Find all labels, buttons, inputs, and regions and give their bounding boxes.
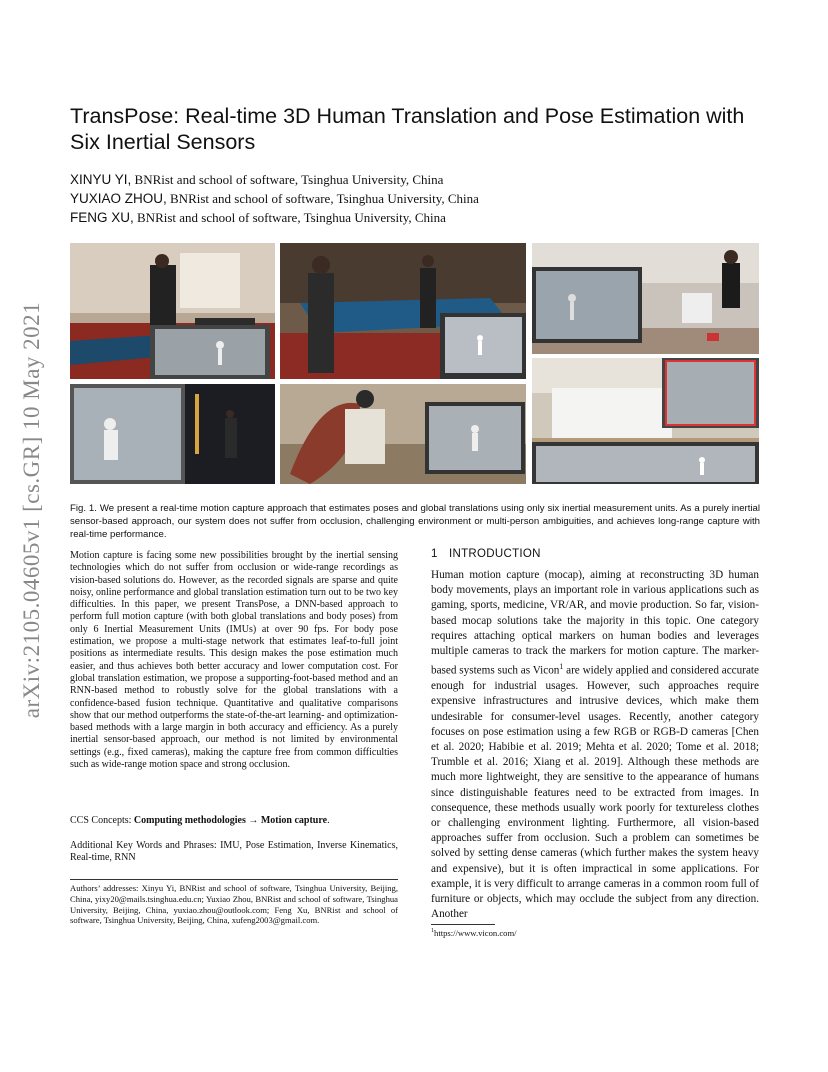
figure-photo-whiteboard-room	[532, 358, 759, 484]
ccs-label: CCS Concepts:	[70, 815, 134, 826]
ccs-value: Computing methodologies → Motion capture	[133, 815, 328, 826]
figure-photo-ping-pong-players	[280, 243, 526, 379]
author-affiliation: BNRist and school of software, Tsinghua University, China	[170, 191, 479, 206]
abstract: Motion capture is facing some new possibilities brought by the inertial sensing technologies which do not suffer from occlusion or wide-range recordings as vision-based solutions do. However, as the recorded signals are sparse and quite noisy, online performance and global translation estimation turn out to be two key difficulties. In this paper, we present TransPose, a DNN-based approach to perform full motion capture (with both global translations and body poses) from only 6 Inertial Measurement Units (IMUs) at over 90 fps. For body pose estimation, we propose a multi-stage network that estimates leaf-to-full joint positions as intermediate results. This design makes the pose estimation much easier, and thus achieves both better accuracy and lower computation cost. For global translation estimation, we propose a supporting-foot-based method and an RNN-based method to robustly solve for the global translations with a confidence-based fusion technique. Quantitative and qualitative comparisons show that our method outperforms the state-of-the-art learning- and optimization-based methods with a large margin in both accuracy and efficiency. As a purely inertial sensor-based approach, our method is not limited by environmental settings (e.g., fixed cameras), making the capture free from common difficulties such as wide-range motion space and strong occlusion.	[70, 550, 398, 771]
introduction-text	[431, 568, 759, 922]
intro-part-1: Human motion capture (mocap), aiming at reconstructing 3D human body movements, plays an important role in various applications such as gaming, sports, medicine, VR/AR, and movie production. So far, vision-based mocap solutions take the majority in this topic. One category requires attaching optical markers on human bodies and leverages multiple cameras to track the markers for motion capture. The marker-based systems such as Vicon	[431, 569, 759, 677]
author-line	[70, 210, 446, 226]
figure-caption: Fig. 1. We present a real-time motion capture approach that estimates poses and global translations using only six inertial measurement units. As a purely inertial sensor-based approach, our system does not suffer from occlusion, challenging environment or multi-person ambiguities, and achieves long-range capture with real-time performance.	[70, 503, 760, 540]
author-line	[70, 191, 479, 207]
footnote-marker: 1	[559, 662, 564, 672]
arxiv-identifier: arXiv:2105.04605v1 [cs.GR] 10 May 2021	[19, 301, 44, 719]
intro-part-2: are widely applied and considered accurate enough for industrial usages. However, such approaches require expensive infrastructures and intrusive devices, which make them undesirable for consumer-level usages. Recently, another category focuses on pose estimation using a few RGB or RGB-D cameras [Chen et al. 2020; Habibie et al. 2019; Mehta et al. 2020; Tome et al. 2018; Trumble et al. 2016; Xiang et al. 2019]. Although these methods are much more lightweight, they are sensitive to the appearance of humans since distinguishable features need to be extracted from images. In consequence, these methods usually work poorly for textureless clothes or challenging environment lighting. Furthermore, all vision-based approaches suffer from occlusion. Such a problem can sometimes be solved by setting dense cameras (which further makes the system heavy and expensive), but it is often impractical in some applications. For example, it is very difficult to arrange cameras in a common room full of furniture or objects, which may occlude the subject from any direction. Another	[431, 664, 759, 921]
author-name: FENG XU,	[70, 210, 134, 225]
figure-photo-table-tennis-room	[70, 243, 275, 379]
footnote-rule	[70, 879, 398, 880]
author-name: XINYU YI,	[70, 172, 132, 187]
section-number: 1	[431, 548, 438, 560]
figure-photo-chair-kick	[532, 243, 759, 354]
paper-title: TransPose: Real-time 3D Human Translation and Pose Estimation with Six Inertial Sensors	[70, 104, 745, 154]
figure-photo-umbrella-occlusion	[280, 384, 526, 484]
figure-photo-outdoor-night	[70, 384, 275, 484]
ccs-concepts	[70, 815, 398, 827]
ccs-end: .	[327, 815, 330, 826]
author-affiliation: BNRist and school of software, Tsinghua University, China	[134, 172, 444, 187]
footnote-mark: 1	[431, 928, 435, 935]
section-title: INTRODUCTION	[449, 548, 541, 560]
author-line	[70, 172, 443, 188]
section-heading	[431, 548, 541, 560]
keywords: Additional Key Words and Phrases: IMU, Pose Estimation, Inverse Kinematics, Real-time, RNN	[70, 840, 398, 864]
footnote-link[interactable]: https://www.vicon.com/	[434, 928, 517, 938]
footnote-rule-right	[431, 924, 495, 925]
footnote	[431, 928, 517, 938]
author-affiliation: BNRist and school of software, Tsinghua University, China	[137, 210, 446, 225]
author-addresses: Authors’ addresses: Xinyu Yi, BNRist and school of software, Tsinghua University, Beijing, China, yixy20@mails.tsinghua.edu.cn; Yuxiao Zhou, BNRist and school of software, Tsinghua University, Beijing, China, yuxiao.zhou@outlook.com; Feng Xu, BNRist and school of software, Tsinghua University, Beijing, China, xufeng2003@gmail.com.	[70, 883, 398, 926]
author-name: YUXIAO ZHOU,	[70, 191, 167, 206]
